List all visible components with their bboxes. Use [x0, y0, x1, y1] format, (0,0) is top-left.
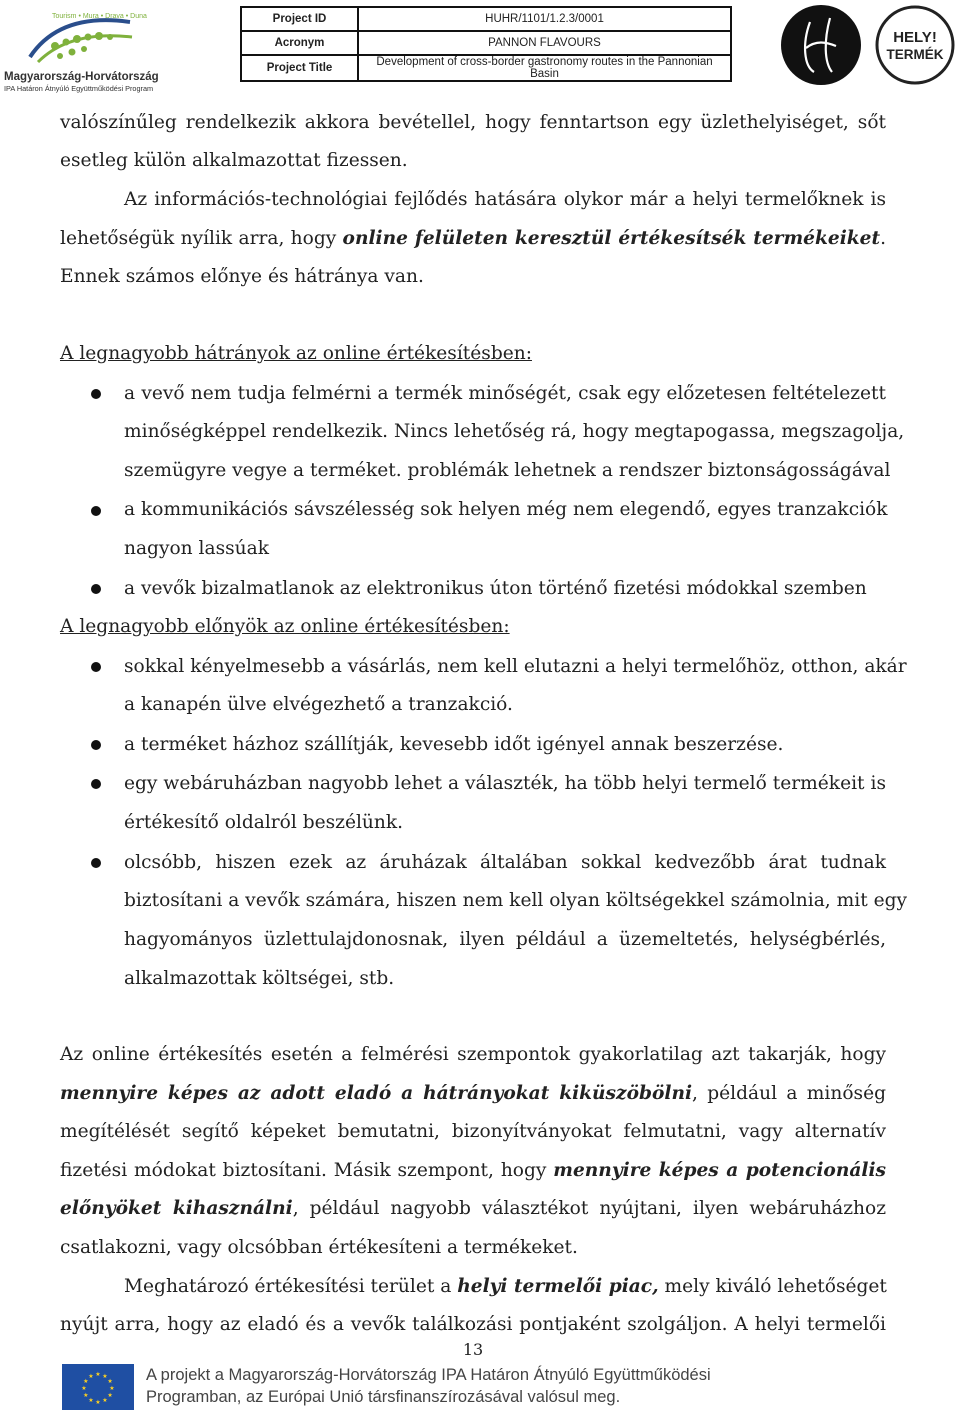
- monogram-logo: [780, 4, 862, 86]
- project-key: Project Title: [241, 55, 358, 81]
- p3-line3: megítélését segítő képeket bemutatni, bizonyítványokat felmutatni, vagy alternatív: [60, 1121, 886, 1142]
- logo-subtitle: IPA Határon Átnyúló Együttműködési Program: [4, 84, 154, 93]
- disadv-2-line2: nagyon lassúak: [124, 538, 269, 559]
- p3-line6: csatlakozni, vagy olcsóbban értékesíteni a termékeket.: [60, 1237, 578, 1258]
- adv-4-line2: biztosítani a vevők számára, hiszen nem kell olyan költségekkel számolnia, mit egy: [124, 890, 907, 911]
- disadv-2-line1: a kommunikációs sávszélesség sok helyen még nem elegendő, egyes tranzakciók: [124, 499, 888, 520]
- disadv-1-line3: szemügyre vegye a terméket. problémák lehetnek a rendszer biztonságosságával: [124, 460, 891, 481]
- page-number: 13: [462, 1340, 484, 1359]
- adv-2-line1: a terméket házhoz szállítják, kevesebb időt igényel annak beszerzése.: [124, 734, 784, 755]
- project-value: PANNON FLAVOURS: [358, 31, 731, 55]
- eu-star-icon: ★: [102, 1397, 108, 1405]
- bullet-icon: [91, 740, 101, 750]
- eu-star-icon: ★: [88, 1372, 94, 1380]
- p2-line3: Ennek számos előnye és hátránya van.: [60, 266, 424, 287]
- footer-line1: A projekt a Magyarország-Horvátország IPA Határon Átnyúló Együttműködési: [146, 1366, 711, 1384]
- adv-4-line3: hagyományos üzlettulajdonosnak, ilyen például a üzemeltetés, helységbérlés,: [124, 929, 886, 950]
- p3-line4: fizetési módokat biztosítani. Másik szempont, hogy mennyire képes a potencionális: [60, 1160, 886, 1181]
- eu-star-icon: ★: [83, 1378, 89, 1385]
- helyi-termek-logo: [874, 4, 956, 86]
- project-value: HUHR/1101/1.2.3/0001: [358, 7, 731, 31]
- bullet-icon: [91, 662, 101, 672]
- p3-line5: előnyöket kihasználni, például nagyobb választékot nyújtani, ilyen webáruházhoz: [60, 1198, 887, 1219]
- p4-line1: Meghatározó értékesítési terület a helyi termelői piac, mely kiváló lehetőséget: [124, 1276, 887, 1297]
- adv-4-line4: alkalmazottak költségei, stb.: [124, 968, 395, 989]
- disadv-3-line1: a vevők bizalmatlanok az elektronikus úton történő fizetési módokkal szemben: [124, 578, 867, 599]
- eu-star-icon: ★: [107, 1378, 113, 1385]
- adv-1-line2: a kanapén ülve elvégezhető a tranzakció.: [124, 694, 513, 715]
- adv-3-line2: értékesítő oldalról beszélünk.: [124, 812, 404, 833]
- adv-1-line1: sokkal kényelmesebb a vásárlás, nem kell elutazni a helyi termelőhöz, otthon, akár: [124, 656, 907, 677]
- p2-line2: lehetőségük nyílik arra, hogy online felületen keresztül értékesítsék termékeiket.: [60, 228, 886, 249]
- p1-line2: esetleg külön alkalmazottat fizessen.: [60, 150, 408, 171]
- eu-star-icon: ★: [109, 1385, 115, 1392]
- adv-3-line1: egy webáruházban nagyobb lehet a választék, ha több helyi termelő termékeit is: [124, 773, 886, 794]
- eu-star-icon: ★: [95, 1371, 101, 1378]
- eu-star-icon: ★: [107, 1392, 113, 1399]
- eu-star-icon: ★: [95, 1399, 101, 1406]
- logo-title: Magyarország-Horvátország: [4, 71, 159, 83]
- bullet-icon: [91, 779, 101, 789]
- eu-flag-icon: [62, 1364, 134, 1410]
- eu-star-icon: ★: [83, 1392, 89, 1399]
- eu-star-icon: ★: [88, 1397, 94, 1405]
- project-row: [241, 55, 731, 81]
- program-logo: [0, 2, 165, 94]
- p3-line2: mennyire képes az adott eladó a hátrányokat kiküszöbölni, például a minőség: [60, 1083, 886, 1104]
- project-key: Acronym: [241, 31, 358, 55]
- p4-line2: nyújt arra, hogy az eladó és a vevők találkozási pontjaként szolgáljon. A helyi termelői: [60, 1314, 886, 1335]
- advantages-heading: A legnagyobb előnyök az online értékesítésben:: [60, 616, 510, 637]
- eu-star-icon: ★: [81, 1385, 87, 1392]
- disadvantages-heading: A legnagyobb hátrányok az online értékesítésben:: [60, 343, 532, 364]
- bullet-icon: [91, 584, 101, 594]
- bullet-icon: [91, 389, 101, 399]
- project-info-table: [240, 6, 732, 82]
- p3-line1: Az online értékesítés esetén a felmérési szempontok gyakorlatilag azt takarják, hogy: [60, 1044, 886, 1065]
- logo-arc-text: Tourism • Mura • Drava • Duna: [52, 13, 147, 20]
- project-key: Project ID: [241, 7, 358, 31]
- helyi-text: HELY!: [893, 29, 937, 46]
- eu-star-icon: ★: [102, 1372, 108, 1380]
- p1-line1: valószínűleg rendelkezik akkora bevétellel, hogy fenntartson egy üzlethelyiséget, sőt: [60, 112, 886, 133]
- project-row: [241, 7, 731, 31]
- bullet-icon: [91, 506, 101, 516]
- termek-text: TERMÉK: [886, 47, 944, 62]
- bullet-icon: [91, 858, 101, 868]
- disadv-1-line1: a vevő nem tudja felmérni a termék minőségét, csak egy előzetesen feltételezett: [124, 383, 886, 404]
- adv-4-line1: olcsóbb, hiszen ezek az áruházak általában sokkal kedvezőbb árat tudnak: [124, 852, 886, 873]
- disadv-1-line2: minőségképpel rendelkezik. Nincs lehetőség rá, hogy megtapogassa, megszagolja,: [124, 421, 905, 442]
- footer-line2: Programban, az Európai Unió társfinanszírozásával valósul meg.: [146, 1388, 621, 1406]
- project-value: Development of cross-border gastronomy routes in the Pannonian Basin: [358, 55, 731, 81]
- project-row: [241, 31, 731, 55]
- p2-line1: Az információs-technológiai fejlődés hatására olykor már a helyi termelőknek is: [124, 189, 886, 210]
